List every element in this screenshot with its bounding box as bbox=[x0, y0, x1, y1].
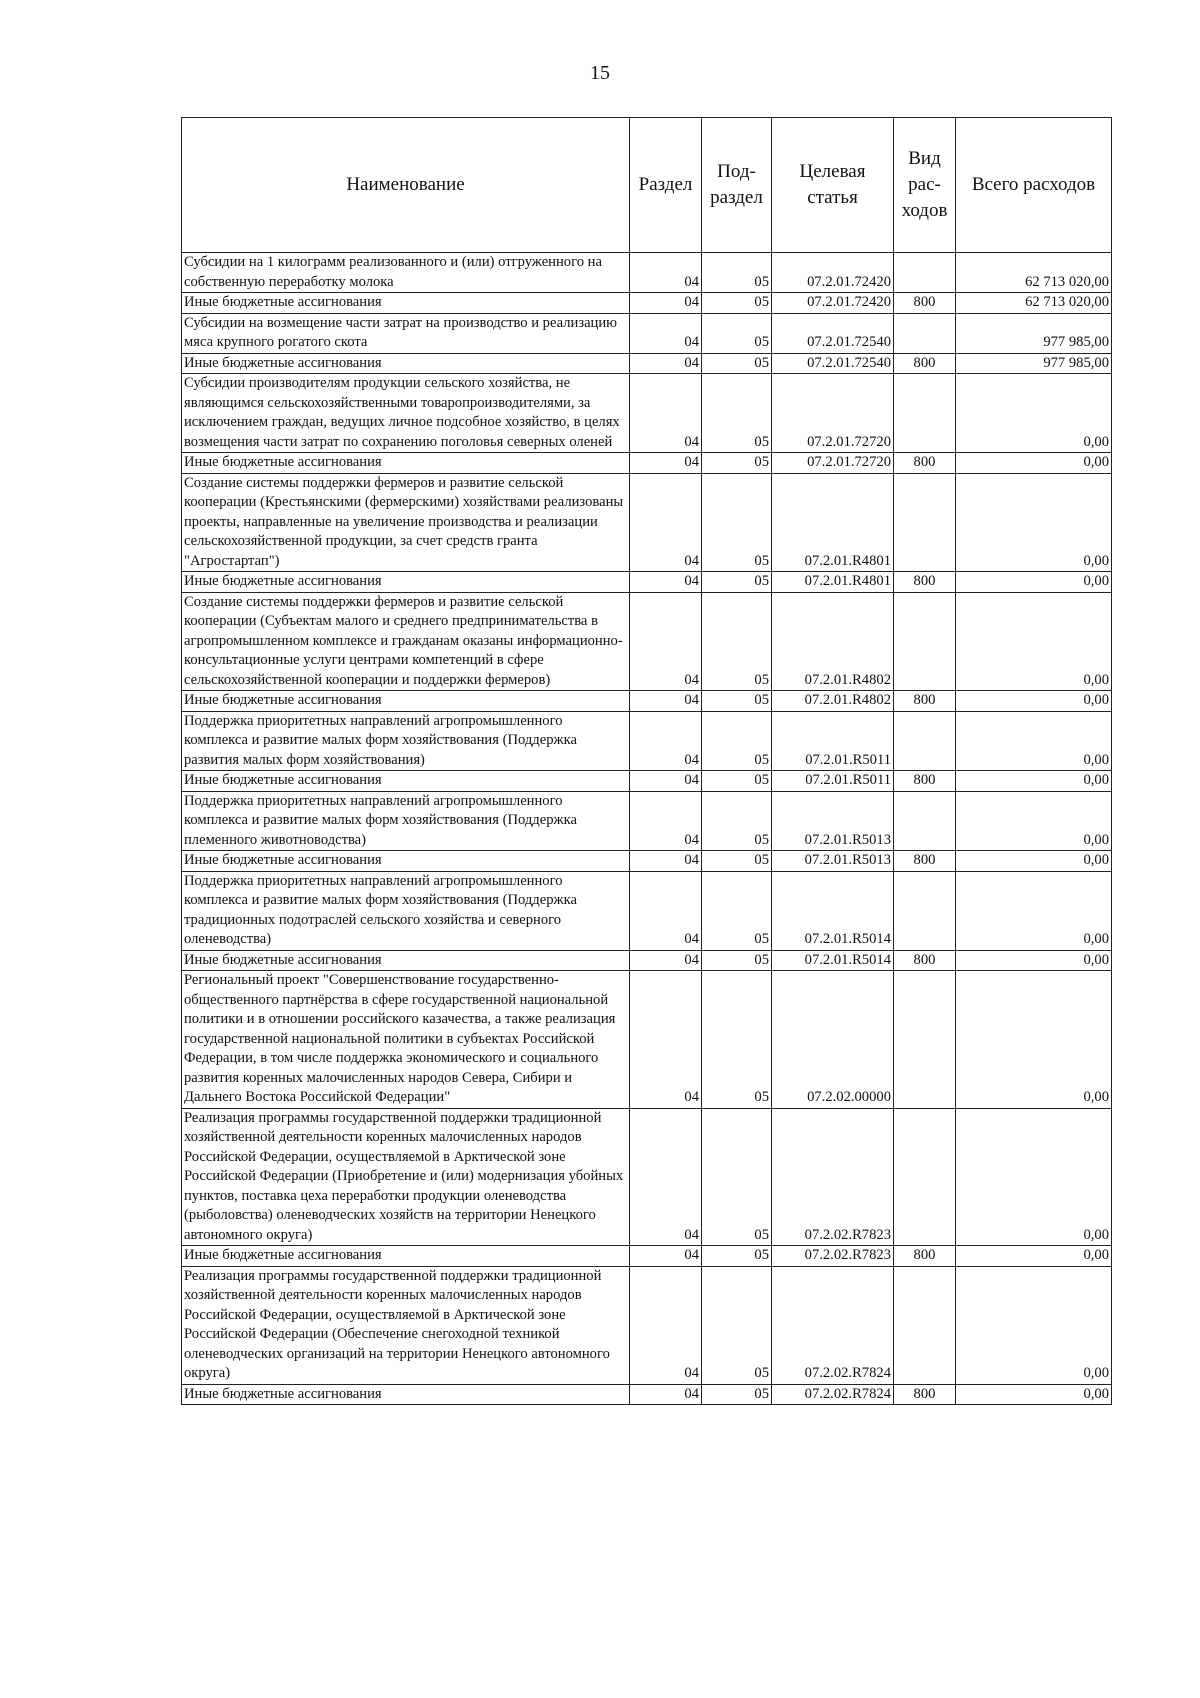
cell-total: 0,00 bbox=[956, 851, 1112, 872]
cell-section: 04 bbox=[630, 253, 702, 293]
cell-name: Поддержка приоритетных направлений агропромышленного комплекса и развитие малых форм хозяйствования (Поддержка племенного животноводства) bbox=[182, 791, 630, 851]
cell-target: 07.2.02.R7824 bbox=[772, 1266, 894, 1384]
header-section: Раздел bbox=[630, 118, 702, 253]
cell-subsection: 05 bbox=[702, 453, 772, 474]
table-row bbox=[182, 851, 1112, 872]
cell-type bbox=[894, 1266, 956, 1384]
cell-type bbox=[894, 791, 956, 851]
cell-name: Субсидии на 1 килограмм реализованного и (или) отгруженного на собственную переработку молока bbox=[182, 253, 630, 293]
cell-target: 07.2.01.72720 bbox=[772, 374, 894, 453]
cell-section: 04 bbox=[630, 791, 702, 851]
table-row bbox=[182, 253, 1112, 293]
cell-target: 07.2.01.72540 bbox=[772, 313, 894, 353]
cell-total: 977 985,00 bbox=[956, 353, 1112, 374]
table-row bbox=[182, 313, 1112, 353]
cell-total: 62 713 020,00 bbox=[956, 293, 1112, 314]
cell-subsection: 05 bbox=[702, 771, 772, 792]
cell-subsection: 05 bbox=[702, 473, 772, 572]
cell-type: 800 bbox=[894, 950, 956, 971]
cell-type: 800 bbox=[894, 1384, 956, 1405]
cell-name: Иные бюджетные ассигнования bbox=[182, 851, 630, 872]
cell-subsection: 05 bbox=[702, 691, 772, 712]
cell-target: 07.2.01.72420 bbox=[772, 253, 894, 293]
cell-type bbox=[894, 871, 956, 950]
cell-type: 800 bbox=[894, 1246, 956, 1267]
cell-subsection: 05 bbox=[702, 293, 772, 314]
table-row bbox=[182, 1266, 1112, 1384]
table-row bbox=[182, 691, 1112, 712]
cell-total: 0,00 bbox=[956, 691, 1112, 712]
cell-name: Региональный проект "Совершенствование государственно-общественного партнёрства в сфере государственной национальной политики и в отношении российского казачества, а также реализация государственной национальной политики в субъектах Российской Федерации, в том числе поддержка экономического и социального развития коренных малочисленных народов Севера, Сибири и Дальнего Востока Российской Федерации" bbox=[182, 971, 630, 1109]
cell-target: 07.2.01.72540 bbox=[772, 353, 894, 374]
cell-type bbox=[894, 473, 956, 572]
table-body bbox=[182, 253, 1112, 1405]
table-row bbox=[182, 871, 1112, 950]
cell-target: 07.2.01.R5013 bbox=[772, 851, 894, 872]
cell-section: 04 bbox=[630, 1246, 702, 1267]
cell-total: 0,00 bbox=[956, 592, 1112, 691]
cell-name: Субсидии производителям продукции сельского хозяйства, не являющимся сельскохозяйственными товаропроизводителями, за исключением граждан, ведущих личное подсобное хозяйство, в целях возмещения части затрат по сохранению поголовья северных оленей bbox=[182, 374, 630, 453]
cell-type: 800 bbox=[894, 851, 956, 872]
cell-total: 0,00 bbox=[956, 1246, 1112, 1267]
cell-type bbox=[894, 971, 956, 1109]
cell-type bbox=[894, 374, 956, 453]
cell-total: 0,00 bbox=[956, 971, 1112, 1109]
cell-subsection: 05 bbox=[702, 353, 772, 374]
cell-subsection: 05 bbox=[702, 971, 772, 1109]
cell-total: 0,00 bbox=[956, 711, 1112, 771]
cell-type: 800 bbox=[894, 293, 956, 314]
cell-target: 07.2.01.R5014 bbox=[772, 950, 894, 971]
cell-name: Реализация программы государственной поддержки традиционной хозяйственной деятельности коренных малочисленных народов Российской Федерации, осуществляемой в Арктической зоне Российской Федерации (Обеспечение снегоходной техникой оленеводческих организаций на территории Ненецкого автономного округа) bbox=[182, 1266, 630, 1384]
cell-total: 977 985,00 bbox=[956, 313, 1112, 353]
cell-total: 62 713 020,00 bbox=[956, 253, 1112, 293]
cell-subsection: 05 bbox=[702, 1384, 772, 1405]
cell-section: 04 bbox=[630, 950, 702, 971]
cell-total: 0,00 bbox=[956, 871, 1112, 950]
cell-section: 04 bbox=[630, 1384, 702, 1405]
cell-type: 800 bbox=[894, 353, 956, 374]
cell-subsection: 05 bbox=[702, 313, 772, 353]
cell-name: Иные бюджетные ассигнования bbox=[182, 771, 630, 792]
cell-subsection: 05 bbox=[702, 1108, 772, 1246]
cell-name: Иные бюджетные ассигнования bbox=[182, 353, 630, 374]
cell-target: 07.2.02.00000 bbox=[772, 971, 894, 1109]
cell-subsection: 05 bbox=[702, 791, 772, 851]
cell-section: 04 bbox=[630, 473, 702, 572]
cell-subsection: 05 bbox=[702, 1246, 772, 1267]
cell-section: 04 bbox=[630, 353, 702, 374]
cell-subsection: 05 bbox=[702, 871, 772, 950]
cell-name: Иные бюджетные ассигнования bbox=[182, 1384, 630, 1405]
cell-type: 800 bbox=[894, 691, 956, 712]
cell-target: 07.2.02.R7823 bbox=[772, 1246, 894, 1267]
header-total: Всего расходов bbox=[956, 118, 1112, 253]
cell-target: 07.2.01.R4802 bbox=[772, 592, 894, 691]
cell-type bbox=[894, 711, 956, 771]
cell-section: 04 bbox=[630, 871, 702, 950]
budget-table bbox=[181, 117, 1112, 1405]
table-row bbox=[182, 592, 1112, 691]
table-row bbox=[182, 293, 1112, 314]
cell-section: 04 bbox=[630, 453, 702, 474]
cell-subsection: 05 bbox=[702, 374, 772, 453]
table-row bbox=[182, 473, 1112, 572]
cell-name: Создание системы поддержки фермеров и развитие сельской кооперации (Крестьянскими (фермерскими) хозяйствами реализованы проекты, направленные на увеличение производства и реализации сельскохозяйственной продукции, за счет средств гранта "Агростартап") bbox=[182, 473, 630, 572]
cell-name: Создание системы поддержки фермеров и развитие сельской кооперации (Субъектам малого и среднего предпринимательства в агропромышленном комплексе и гражданам оказаны информационно-консультационные услуги центрами компетенций в сфере сельскохозяйственной кооперации и поддержки фермеров) bbox=[182, 592, 630, 691]
cell-total: 0,00 bbox=[956, 950, 1112, 971]
table-row bbox=[182, 374, 1112, 453]
cell-name: Иные бюджетные ассигнования bbox=[182, 950, 630, 971]
cell-type bbox=[894, 253, 956, 293]
table-row bbox=[182, 1108, 1112, 1246]
cell-section: 04 bbox=[630, 971, 702, 1109]
cell-total: 0,00 bbox=[956, 1266, 1112, 1384]
budget-table-container bbox=[181, 117, 1111, 1405]
cell-name: Поддержка приоритетных направлений агропромышленного комплекса и развитие малых форм хозяйствования (Поддержка развития малых форм хозяйствования) bbox=[182, 711, 630, 771]
cell-name: Иные бюджетные ассигнования bbox=[182, 453, 630, 474]
cell-name: Иные бюджетные ассигнования bbox=[182, 293, 630, 314]
table-row bbox=[182, 971, 1112, 1109]
table-row bbox=[182, 1246, 1112, 1267]
cell-section: 04 bbox=[630, 771, 702, 792]
cell-target: 07.2.02.R7824 bbox=[772, 1384, 894, 1405]
cell-section: 04 bbox=[630, 293, 702, 314]
cell-name: Реализация программы государственной поддержки традиционной хозяйственной деятельности коренных малочисленных народов Российской Федерации, осуществляемой в Арктической зоне Российской Федерации (Приобретение и (или) модернизация убойных пунктов, поставка цеха переработки продукции оленеводства (рыболовства) оленеводческих хозяйств на территории Ненецкого автономного округа) bbox=[182, 1108, 630, 1246]
cell-total: 0,00 bbox=[956, 374, 1112, 453]
table-row bbox=[182, 950, 1112, 971]
table-header-row bbox=[182, 118, 1112, 253]
cell-subsection: 05 bbox=[702, 1266, 772, 1384]
cell-name: Иные бюджетные ассигнования bbox=[182, 572, 630, 593]
cell-target: 07.2.01.72720 bbox=[772, 453, 894, 474]
cell-target: 07.2.01.R4801 bbox=[772, 473, 894, 572]
cell-subsection: 05 bbox=[702, 950, 772, 971]
cell-subsection: 05 bbox=[702, 572, 772, 593]
cell-section: 04 bbox=[630, 592, 702, 691]
cell-section: 04 bbox=[630, 691, 702, 712]
cell-target: 07.2.01.72420 bbox=[772, 293, 894, 314]
cell-total: 0,00 bbox=[956, 572, 1112, 593]
header-type: Вид рас-ходов bbox=[894, 118, 956, 253]
cell-type: 800 bbox=[894, 453, 956, 474]
cell-name: Иные бюджетные ассигнования bbox=[182, 691, 630, 712]
table-row bbox=[182, 453, 1112, 474]
cell-section: 04 bbox=[630, 1266, 702, 1384]
cell-name: Иные бюджетные ассигнования bbox=[182, 1246, 630, 1267]
cell-total: 0,00 bbox=[956, 791, 1112, 851]
cell-target: 07.2.01.R5011 bbox=[772, 711, 894, 771]
table-row bbox=[182, 572, 1112, 593]
cell-target: 07.2.02.R7823 bbox=[772, 1108, 894, 1246]
page-number: 15 bbox=[590, 62, 610, 84]
header-target: Целевая статья bbox=[772, 118, 894, 253]
cell-type bbox=[894, 1108, 956, 1246]
cell-type: 800 bbox=[894, 572, 956, 593]
cell-section: 04 bbox=[630, 313, 702, 353]
cell-total: 0,00 bbox=[956, 473, 1112, 572]
cell-total: 0,00 bbox=[956, 1108, 1112, 1246]
table-row bbox=[182, 353, 1112, 374]
cell-type bbox=[894, 313, 956, 353]
cell-type: 800 bbox=[894, 771, 956, 792]
cell-subsection: 05 bbox=[702, 253, 772, 293]
table-row bbox=[182, 711, 1112, 771]
table-row bbox=[182, 771, 1112, 792]
cell-target: 07.2.01.R5013 bbox=[772, 791, 894, 851]
cell-target: 07.2.01.R5014 bbox=[772, 871, 894, 950]
header-name: Наименование bbox=[182, 118, 630, 253]
cell-target: 07.2.01.R4802 bbox=[772, 691, 894, 712]
cell-total: 0,00 bbox=[956, 771, 1112, 792]
cell-target: 07.2.01.R4801 bbox=[772, 572, 894, 593]
cell-target: 07.2.01.R5011 bbox=[772, 771, 894, 792]
cell-subsection: 05 bbox=[702, 851, 772, 872]
table-row bbox=[182, 791, 1112, 851]
cell-subsection: 05 bbox=[702, 592, 772, 691]
table-row bbox=[182, 1384, 1112, 1405]
cell-section: 04 bbox=[630, 711, 702, 771]
cell-section: 04 bbox=[630, 572, 702, 593]
cell-name: Поддержка приоритетных направлений агропромышленного комплекса и развитие малых форм хозяйствования (Поддержка традиционных подотраслей сельского хозяйства и северного оленеводства) bbox=[182, 871, 630, 950]
cell-type bbox=[894, 592, 956, 691]
header-subsection: Под-раздел bbox=[702, 118, 772, 253]
cell-name: Субсидии на возмещение части затрат на производство и реализацию мяса крупного рогатого скота bbox=[182, 313, 630, 353]
cell-section: 04 bbox=[630, 1108, 702, 1246]
cell-total: 0,00 bbox=[956, 1384, 1112, 1405]
cell-section: 04 bbox=[630, 851, 702, 872]
cell-subsection: 05 bbox=[702, 711, 772, 771]
cell-section: 04 bbox=[630, 374, 702, 453]
cell-total: 0,00 bbox=[956, 453, 1112, 474]
